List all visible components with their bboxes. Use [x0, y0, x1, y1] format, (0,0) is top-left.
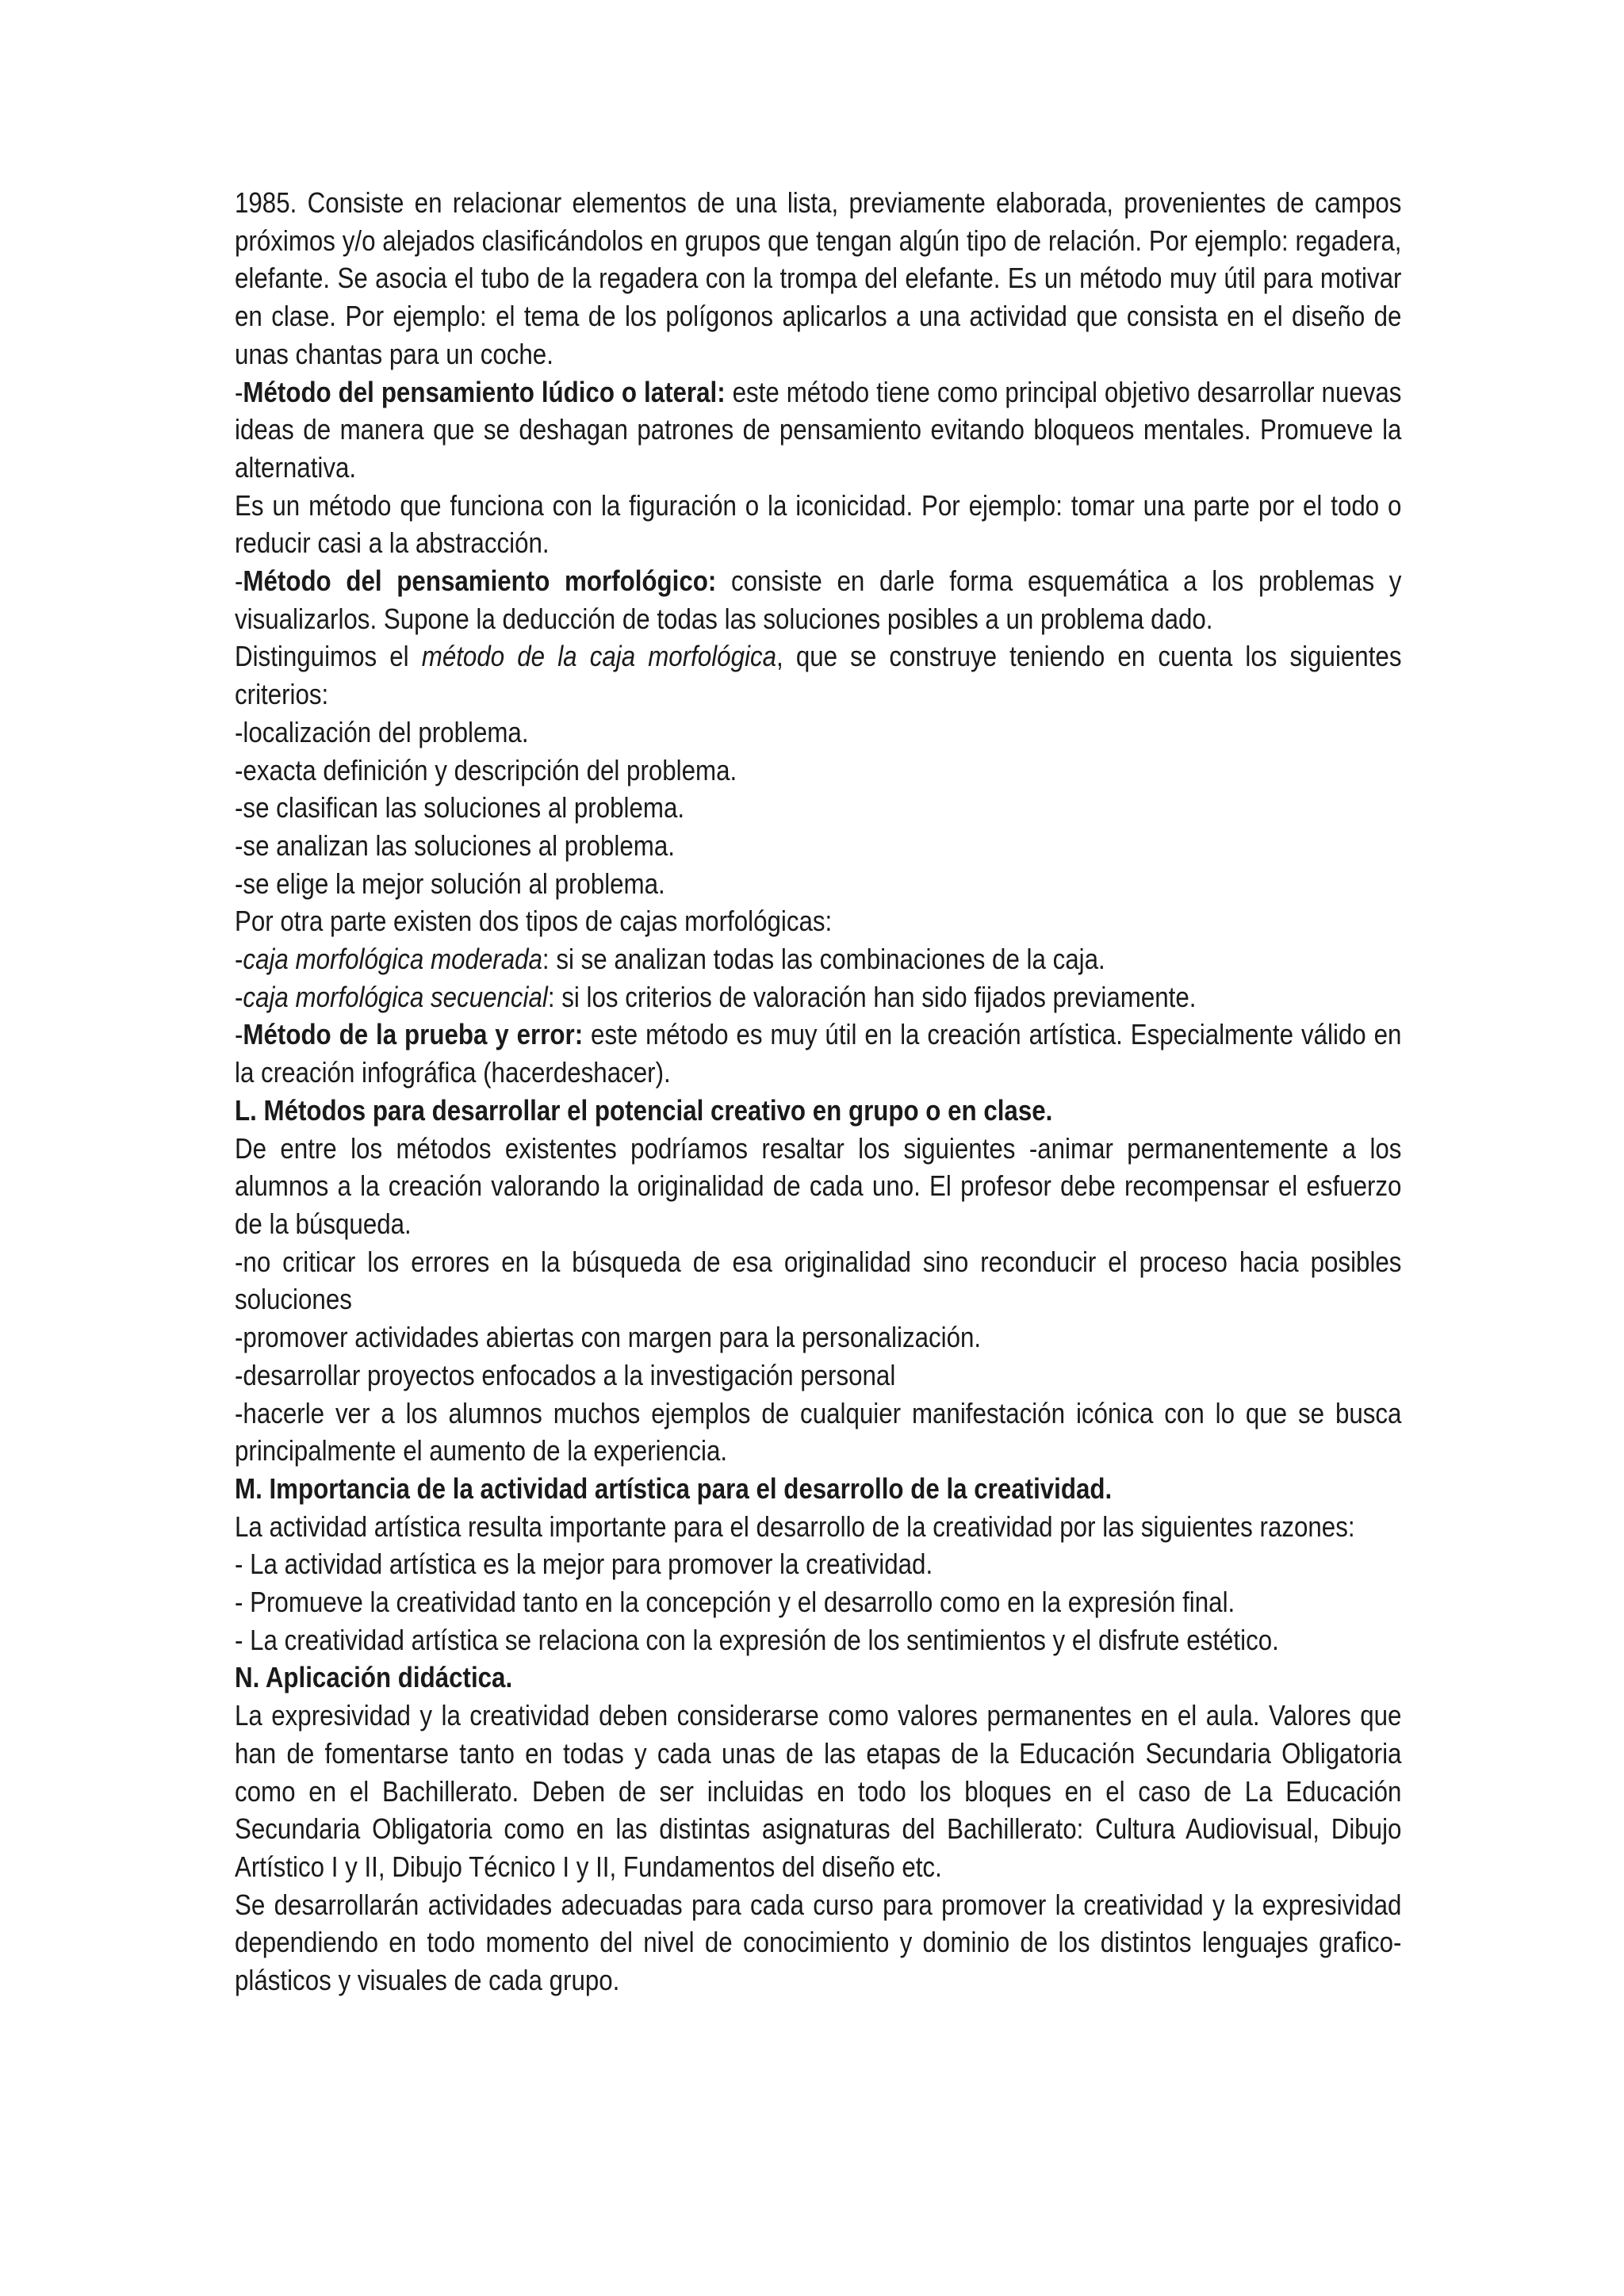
text-run: -se analizan las soluciones al problema. [235, 828, 675, 862]
text-run: - [235, 564, 243, 598]
list-item [235, 1545, 1401, 1583]
list-item [235, 1583, 1401, 1621]
list-item [235, 1357, 1401, 1395]
text-run: La expresividad y la creatividad deben considerarse como valores permanentes en el aula. Valores que han de fomentarse tanto en todas y cada unas de las etapas de la Educación Secundaria Obligatoria como en el Bachillerato. Deben de ser incluidas en todo los bloques en el caso de La Educación Secundaria Obligatoria como en las distintas asignaturas del Bachillerato: Cultura Audiovisual, Dibujo Artístico I y II, Dibujo Técnico I y II, Fundamentos del diseño etc. [235, 1699, 1402, 1883]
text-run: este método es muy útil en la creación artística. Especialmente válido en la creación infográfica (hacerdeshacer). [235, 1018, 1402, 1089]
paragraph [235, 184, 1401, 373]
text-run: N. Aplicación didáctica. [235, 1661, 513, 1694]
text-run: - [235, 980, 243, 1013]
text-run: Por otra parte existen dos tipos de cajas morfológicas: [235, 905, 833, 938]
section-heading [235, 1659, 1401, 1697]
list-item [235, 978, 1401, 1016]
text-run: De entre los métodos existentes podríamos resaltar los siguientes -animar permanentemente a los alumnos a la creación valorando la originalidad de cada uno. El profesor debe recompensar el esfuerzo de la búsqueda. [235, 1131, 1402, 1240]
paragraph [235, 1016, 1401, 1091]
text-run: -se elige la mejor solución al problema. [235, 867, 665, 900]
list-item [235, 865, 1401, 903]
paragraph [235, 637, 1401, 713]
paragraph [235, 1508, 1401, 1546]
text-run: - La actividad artística es la mejor para promover la creatividad. [235, 1548, 933, 1581]
list-item [235, 1621, 1401, 1659]
document-page [235, 184, 1402, 1999]
bold-term: Método de la prueba y error: [243, 1018, 584, 1051]
list-item [235, 902, 1401, 940]
text-run: -se clasifican las soluciones al problema. [235, 791, 685, 825]
text-run: -no criticar los errores en la búsqueda de esa originalidad sino reconducir el proceso hacia posibles soluciones [235, 1245, 1402, 1316]
text-run: - Promueve la creatividad tanto en la concepción y el desarrollo como en la expresión final. [235, 1586, 1235, 1619]
paragraph [235, 1243, 1401, 1318]
text-run: - La creatividad artística se relaciona con la expresión de los sentimientos y el disfrute estético. [235, 1623, 1279, 1656]
text-run: Es un método que funciona con la figuración o la iconicidad. Por ejemplo: tomar una parte por el todo o reducir casi a la abstracción. [235, 488, 1402, 560]
list-item [235, 714, 1401, 752]
text-run: La actividad artística resulta importante para el desarrollo de la creatividad por las siguientes razones: [235, 1510, 1355, 1543]
text-run: -exacta definición y descripción del problema. [235, 753, 737, 786]
text-run: M. Importancia de la actividad artística para el desarrollo de la creatividad. [235, 1471, 1113, 1505]
list-item [235, 940, 1401, 978]
bold-term: Método del pensamiento lúdico o lateral: [243, 375, 726, 408]
paragraph [235, 1395, 1401, 1470]
paragraph [235, 1886, 1401, 1999]
text-run: - [235, 375, 243, 408]
text-run: , que se construye teniendo en cuenta los siguientes criterios: [235, 640, 1402, 711]
text-run: Se desarrollarán actividades adecuadas para cada curso para promover la creatividad y la expresividad dependiendo en todo momento del nivel de conocimiento y dominio de los distintos lenguajes grafico-plásticos y visuales de cada grupo. [235, 1888, 1402, 1997]
section-heading [235, 1470, 1401, 1508]
paragraph [235, 1697, 1401, 1886]
text-run: -desarrollar proyectos enfocados a la investigación personal [235, 1358, 896, 1391]
text-run: -hacerle ver a los alumnos muchos ejemplos de cualquier manifestación icónica con lo que se busca principalmente el aumento de la experiencia. [235, 1396, 1402, 1468]
paragraph [235, 562, 1401, 637]
paragraph [235, 1130, 1401, 1243]
text-run: - [235, 943, 243, 976]
text-run: -localización del problema. [235, 715, 529, 748]
italic-term: caja morfológica secuencial [243, 980, 548, 1013]
list-item [235, 1318, 1401, 1357]
text-run: este método tiene como principal objetivo desarrollar nuevas ideas de manera que se deshagan patrones de pensamiento evitando bloqueos mentales. Promueve la alternativa. [235, 375, 1402, 484]
text-run: : si los criterios de valoración han sido fijados previamente. [547, 980, 1197, 1013]
text-run: -promover actividades abiertas con margen para la personalización. [235, 1321, 982, 1354]
paragraph [235, 487, 1401, 562]
section-heading [235, 1092, 1401, 1130]
text-run: Distinguimos el [235, 640, 422, 673]
paragraph [235, 373, 1401, 487]
bold-term: Método del pensamiento morfológico: [243, 564, 717, 598]
document-body [235, 184, 1401, 1999]
list-item [235, 789, 1401, 827]
list-item [235, 827, 1401, 865]
italic-term: caja morfológica moderada [243, 943, 542, 976]
italic-term: método de la caja morfológica [421, 640, 777, 673]
text-run: : si se analizan todas las combinaciones de la caja. [542, 943, 1105, 976]
text-run: L. Métodos para desarrollar el potencial creativo en grupo o en clase. [235, 1093, 1053, 1127]
text-run: 1985. Consiste en relacionar elementos de una lista, previamente elaborada, provenientes de campos próximos y/o alejados clasificándolos en grupos que tengan algún tipo de relación. Por ejemplo: regadera, elefante. Se asocia el tubo de la regadera con la trompa del elefante. Es un método muy útil para motivar en clase. Por ejemplo: el tema de los polígonos aplicarlos a una actividad que consista en el diseño de unas chantas para un coche. [235, 186, 1402, 370]
list-item [235, 752, 1401, 790]
text-run: - [235, 1018, 243, 1051]
text-run: consiste en darle forma esquemática a los problemas y visualizarlos. Supone la deducción de todas las soluciones posibles a un problema dado. [235, 564, 1402, 635]
